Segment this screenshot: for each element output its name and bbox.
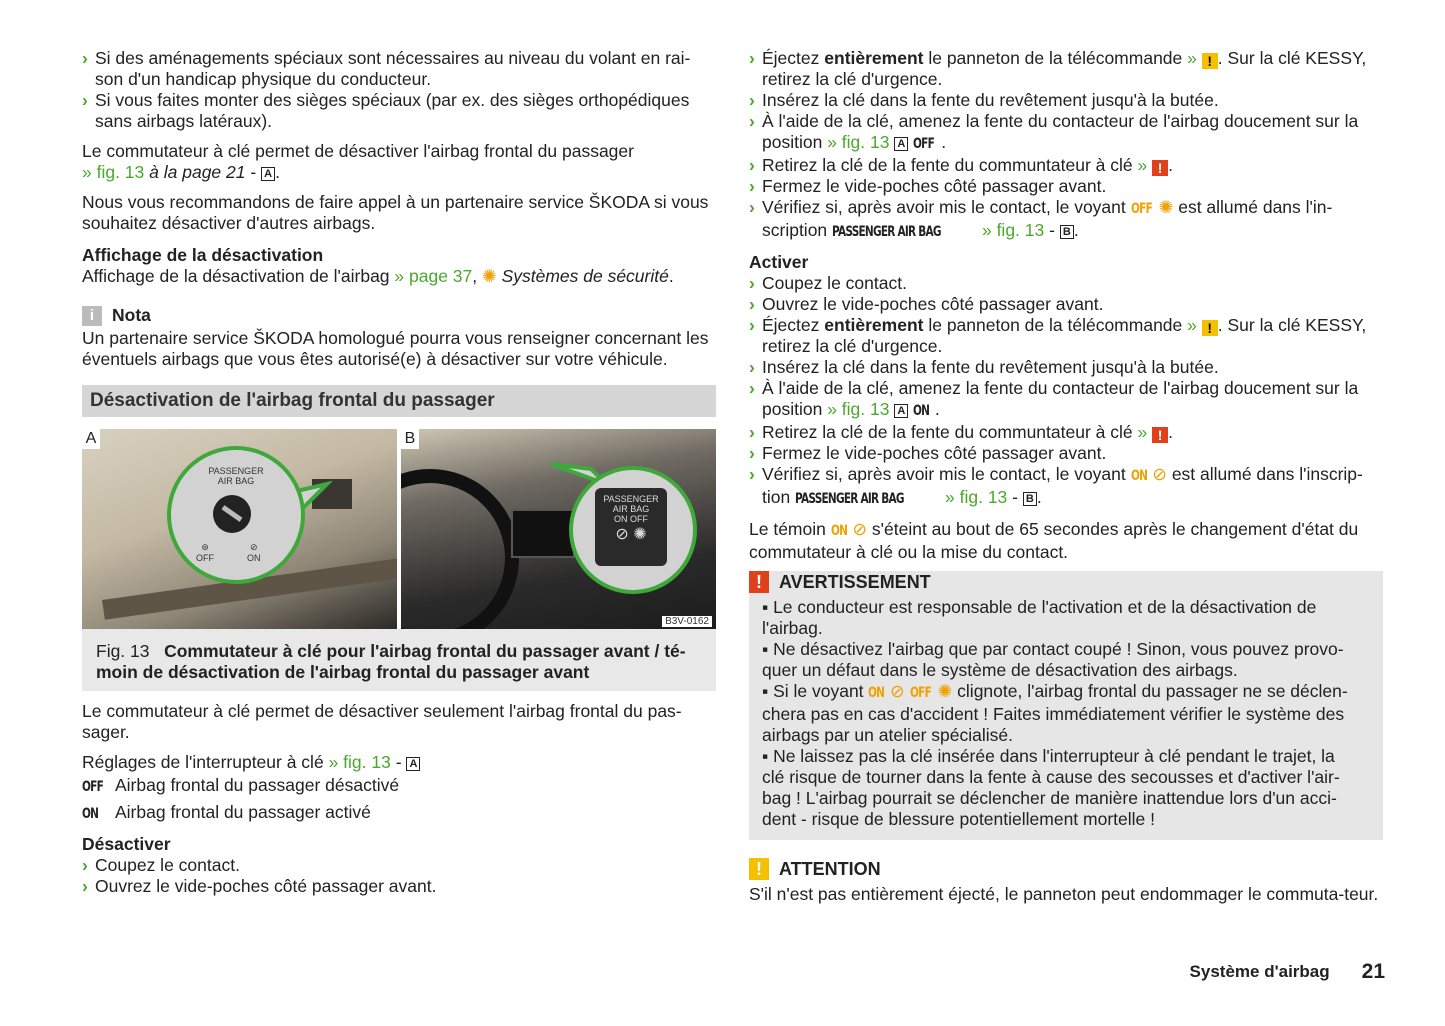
warning-icon: !	[749, 571, 769, 593]
fig-link[interactable]: » fig. 13	[82, 162, 145, 182]
airbag-icon: ✺	[1158, 197, 1174, 217]
fig-link[interactable]: » fig. 13	[328, 752, 391, 772]
figure-panel-b	[401, 429, 716, 629]
position-box: A	[261, 167, 275, 181]
chevron-right-icon: ›	[749, 273, 755, 293]
warning-link[interactable]: »	[1137, 155, 1148, 175]
fig-link[interactable]: » fig. 13	[981, 220, 1045, 240]
warning-icon: !	[1152, 427, 1168, 443]
list-item: › Si vous faites monter des sièges spéciaux (par ex. des sièges orthopédiques sans airbags latéraux).	[82, 90, 690, 131]
fig-link[interactable]: » fig. 13	[827, 399, 890, 419]
list-item: › Retirez la clé de la fente du communtateur à clé » ! .	[749, 422, 1173, 443]
chevron-right-icon: ›	[82, 90, 88, 110]
chevron-right-icon: ›	[749, 48, 755, 68]
note-header: i Nota	[82, 305, 716, 326]
chevron-right-icon: ›	[749, 155, 755, 175]
caution-icon: !	[749, 858, 769, 880]
position-box: A	[894, 137, 908, 151]
page-link[interactable]: » page 37	[394, 266, 473, 286]
chevron-right-icon: ›	[749, 294, 755, 314]
chevron-right-icon: ›	[749, 111, 755, 131]
caution-text: S'il n'est pas entièrement éjecté, le panneton peut endommager le commuta-teur.	[749, 884, 1379, 904]
chevron-right-icon: ›	[749, 315, 755, 335]
left-column	[82, 48, 716, 897]
chevron-right-icon: ›	[749, 422, 755, 442]
warning-item: ▪ Ne désactivez l'airbag que par contact coupé ! Sinon, vous pouvez provo-quer un défaut dans le système de désactivation des airbags.	[762, 639, 1344, 680]
steering-wheel	[401, 469, 519, 629]
paragraph: Le témoin ON ⊘ s'éteint au bout de 65 secondes après le changement d'état du commutateur à clé ou la mise du contact.	[749, 519, 1359, 562]
list-item: › À l'aide de la clé, amenez la fente du contacteur de l'airbag doucement sur la position » fig. 13 A OFF .	[749, 111, 1383, 155]
position-box: A	[894, 404, 908, 418]
chevron-right-icon: ›	[82, 876, 88, 896]
caution-link[interactable]: »	[1187, 315, 1197, 335]
caution-title: ATTENTION	[779, 858, 881, 879]
airbag-on-icon: ⊘	[852, 519, 868, 539]
list-item: › Éjectez entièrement le panneton de la télécommande » ! . Sur la clé KESSY, retirez la clé d'urgence.	[749, 48, 1367, 89]
caution-icon: !	[1202, 320, 1218, 336]
option-off: OFF Airbag frontal du passager désactivé	[82, 775, 400, 795]
position-box: A	[406, 757, 420, 771]
caution-icon: !	[1202, 53, 1218, 69]
warning-link[interactable]: »	[1137, 422, 1148, 442]
panel-label: B	[401, 429, 419, 449]
page-footer	[1190, 960, 1385, 984]
paragraph: Le commutateur à clé permet de désactiver l'airbag frontal du passager » fig. 13 à la page 21 - A .	[82, 141, 634, 182]
paragraph: Le commutateur à clé permet de désactiver seulement l'airbag frontal du pas-sager.	[82, 701, 682, 742]
warning-item: ▪ Ne laissez pas la clé insérée dans l'interrupteur à clé pendant le trajet, la clé risque de tourner dans la fente à cause des secousses et d'activer l'air-bag ! L'airbag pourrait se déclencher de manière inattendue lors d'un acci-dent - risque de blessure potentiellement mortelle !	[762, 746, 1340, 829]
warning-box	[749, 571, 1383, 840]
subheading: Désactiver	[82, 834, 171, 854]
option-on: ON Airbag frontal du passager activé	[82, 802, 371, 822]
list-item: › Vérifiez si, après avoir mis le contact, le voyant ON ⊘ est allumé dans l'inscrip-tion PASSENGER AIR BAG » fig. 13 - B .	[749, 464, 1383, 510]
page-number: 21	[1361, 960, 1385, 983]
list-item: › Si des aménagements spéciaux sont nécessaires au niveau du volant en rai-son d'un handicap physique du conducteur.	[82, 48, 691, 89]
list-item: › À l'aide de la clé, amenez la fente du contacteur de l'airbag doucement sur la position » fig. 13 A ON .	[749, 378, 1383, 422]
warning-icon: !	[1152, 160, 1168, 176]
note-text: Un partenaire service ŠKODA homologué pourra vous renseigner concernant les éventuels airbags que vous êtes autorisé(e) à désactiver sur votre véhicule.	[82, 328, 709, 369]
list-item: › Vérifiez si, après avoir mis le contact, le voyant OFF ✺ est allumé dans l'in-scription PASSENGER AIR BAG » fig. 13 - B .	[749, 197, 1383, 243]
chevron-right-icon: ›	[749, 443, 755, 463]
fig-link[interactable]: » fig. 13	[827, 132, 890, 152]
figure-13	[82, 429, 716, 629]
list-item: › Coupez le contact.	[82, 855, 240, 875]
footer-section: Système d'airbag	[1189, 962, 1330, 981]
chevron-right-icon: ›	[749, 176, 755, 196]
list-item: › Fermez le vide-poches côté passager avant.	[749, 176, 1107, 196]
list-item: › Fermez le vide-poches côté passager avant.	[749, 443, 1107, 463]
right-column	[749, 48, 1383, 905]
indicator-closeup: PASSENGER AIR BAG ON OFF ⊘ ✺	[569, 466, 697, 594]
fig-link[interactable]: » fig. 13	[945, 487, 1008, 507]
list-item: › Insérez la clé dans la fente du revêtement jusqu'à la butée.	[749, 90, 1219, 110]
position-box: B	[1060, 225, 1074, 239]
list-item: › Retirez la clé de la fente du communtateur à clé » ! .	[749, 155, 1173, 176]
chevron-right-icon: ›	[749, 357, 755, 377]
paragraph: Nous vous recommandons de faire appel à un partenaire service ŠKODA si vous souhaitez désactiver d'autres airbags.	[82, 192, 709, 233]
info-icon: i	[82, 306, 102, 326]
chevron-right-icon: ›	[749, 464, 755, 484]
list-item: › Ouvrez le vide-poches côté passager avant.	[749, 294, 1104, 314]
chevron-right-icon: ›	[82, 48, 88, 68]
figure-panel-a	[82, 429, 397, 629]
list-item: › Coupez le contact.	[749, 273, 907, 293]
list-item: › Éjectez entièrement le panneton de la télécommande » ! . Sur la clé KESSY, retirez la clé d'urgence.	[749, 315, 1367, 356]
caution-box	[749, 858, 1383, 905]
center-display	[511, 509, 575, 558]
warning-item: ▪ Si le voyant ON ⊘ OFF ✺ clignote, l'airbag frontal du passager ne se déclen-chera pas en cas d'accident ! Faites immédiatement vérifier le système des airbags par un atelier spécialisé.	[762, 681, 1348, 745]
caution-link[interactable]: »	[1187, 48, 1197, 68]
list-item: › Insérez la clé dans la fente du revêtement jusqu'à la butée.	[749, 357, 1219, 377]
chevron-right-icon: ›	[749, 378, 755, 398]
section-title: Désactivation de l'airbag frontal du passager	[82, 385, 716, 417]
key-switch-closeup: PASSENGER AIR BAG ⊛ OFF ⊘ ON	[167, 446, 305, 584]
list-item: › Ouvrez le vide-poches côté passager avant.	[82, 876, 437, 896]
warning-title: AVERTISSEMENT	[779, 571, 931, 592]
panel-label: A	[82, 429, 100, 449]
position-box: B	[1023, 492, 1037, 506]
key-slot-icon	[213, 495, 251, 533]
figure-caption: Fig. 13 Commutateur à clé pour l'airbag frontal du passager avant / té-moin de désactivation de l'airbag frontal du passager avant	[82, 629, 716, 691]
subheading: Affichage de la désactivation	[82, 245, 324, 265]
figure-id: B3V-0162	[662, 616, 712, 627]
chevron-right-icon: ›	[749, 90, 755, 110]
subheading: Activer	[749, 252, 809, 272]
chevron-right-icon: ›	[82, 855, 88, 875]
airbag-off-icon: ⊘ ✺	[615, 526, 647, 543]
airbag-on-icon: ⊘	[1152, 464, 1167, 484]
airbag-icon: ✺	[482, 266, 497, 286]
warning-item: ▪ Le conducteur est responsable de l'activation et de la désactivation de l'airbag.	[762, 597, 1317, 638]
paragraph: Affichage de la désactivation de l'airbag » page 37, ✺ Systèmes de sécurité.	[82, 266, 674, 286]
chevron-right-icon: ›	[749, 197, 755, 217]
paragraph: Réglages de l'interrupteur à clé » fig. 13 - A	[82, 752, 716, 773]
